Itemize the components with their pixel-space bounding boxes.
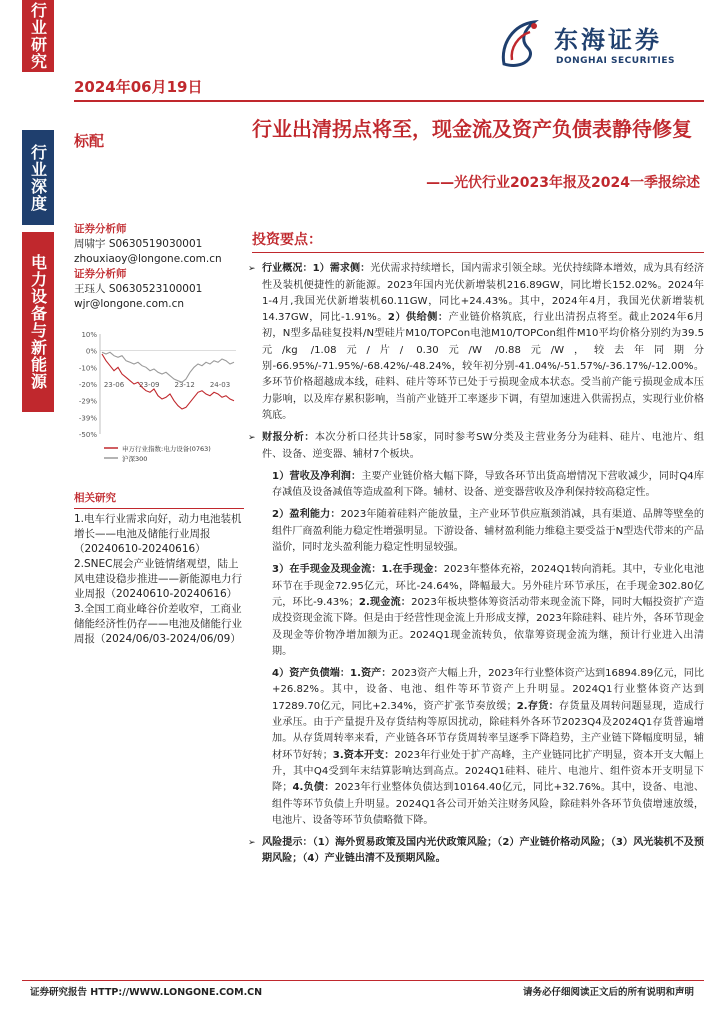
y-tick-label: -20%	[78, 381, 97, 389]
para-label: 2.存货：	[516, 700, 559, 712]
related-research	[74, 491, 244, 647]
y-tick-label: 10%	[81, 331, 97, 339]
para-label: 1）营收及净利润：	[272, 470, 362, 482]
y-tick-label: -39%	[78, 414, 97, 423]
related-item[interactable]: 1.电车行业需求向好，动力电池装机增长——电池及储能行业周报（20240610-20240616）	[74, 513, 242, 555]
para-text: 存货量及周转问题显现，造成行业承压。由于产量提升及存货结构等原因扰动，除硅料外各环节2023Q4及2024Q1存货普遍增加。从存货周转率来看，产业链各环节存货周转率呈逐季下降趋势，主产业链下降幅度明显，辅材环节好转；	[272, 700, 705, 761]
company-logo	[494, 14, 694, 78]
para-text: （1）海外贸易政策及国内光伏政策风险；（2）产业链价格动风险；（3）风光装机不及预期风险；（4）产业链出清不及预期风险。	[262, 837, 705, 865]
analyst-info	[74, 222, 244, 312]
analyst-name: 王珏人 S0630523100001	[74, 283, 203, 295]
paragraph-risk	[252, 835, 704, 868]
y-tick-label: -50%	[78, 431, 97, 439]
para-text: 光伏需求持续增长，国内需求引领全球。光伏持续降本增效，成为具有经济性及装机便捷性的新能源。2023年国内光伏新增装机216.89GW，同比增长152.02%。2024年1-4月,我国光伏新增装机60.11GW，同比+24.43%。其中，2024年4月，我国光伏新增装机14.37GW，同比-1.91%。	[262, 263, 704, 324]
analyst-email[interactable]: wjr@longone.com.cn	[74, 298, 185, 310]
tab-industry-research: 行业研究	[22, 0, 54, 72]
tab-sector: 电力设备与新能源	[22, 232, 54, 412]
para-label: 风险提示：	[262, 837, 313, 849]
para-label: 2）供给侧：	[387, 312, 449, 324]
section-divider	[252, 252, 704, 253]
tab-industry-depth: 行业深度	[22, 130, 54, 225]
analyst-label: 证券分析师	[74, 223, 127, 235]
related-header: 相关研究	[74, 492, 116, 504]
footer-website[interactable]: 证券研究报告 HTTP://WWW.LONGONE.COM.CN	[30, 987, 263, 998]
footer-disclaimer: 请务必仔细阅读正文后的所有说明和声明	[522, 987, 694, 998]
legend-label: 申万行业指数:电力设备(0763)	[122, 445, 211, 453]
legend-label: 沪深300	[122, 455, 148, 463]
related-item[interactable]: 3.全国工商业峰谷价差收窄，工商业储能经济性仍存——电池及储能行业周报（2024/06/03-2024/06/09）	[74, 603, 242, 645]
section-heading: 投资要点：	[252, 232, 322, 248]
para-text: 2023年随着硅料产能放量，主产业环节供应瓶颈消减，具有渠道、品牌等壁垒的组件厂商盈利能力稳定性增强明显。下游设备、辅材盈利能力维稳主要受益于N型迭代带来的产品溢价，同时龙头盈利能力稳定性明显较强。	[272, 509, 704, 554]
analyst-label: 证券分析师	[74, 268, 127, 280]
investment-highlights	[252, 232, 704, 874]
analyst-name: 周啸宇 S0630519030001	[74, 238, 203, 250]
analyst-email[interactable]: zhouxiaoy@longone.com.cn	[74, 253, 222, 265]
para-text: 产业链价格筑底，行业出清拐点将至。截止2024年6月初，N型多晶硅复投料/N型硅片M10/TOPCon电池M10/TOPCon组件M10平均价格分别约为39.5元/kg /1.08元/片/ 0.30元/W /0.88元/W，较去年同期分别-66.95%/-71.95%/-68.42%/-48.24%，较年初分别-41.04%/-51.57%/-36.17%/-12.00%。多环节价格超越成本线，硅料、硅片等环节已处于亏损现金成本状态。受当前产能亏损现金成本压力影响，以及库存累积影响，当前产业链开工率逐步下调，有望加速进入供需拐点，实现行业价格筑底。	[262, 312, 705, 421]
para-text: 2023资产大幅上升，2023年行业整体资产达到16894.89亿元，同比+26.82%。其中，设备、电池、组件等环节资产上升明显。2024Q1行业整体资产达到17289.70亿元，同比+2.34%，资产扩张节奏放缓；	[272, 668, 704, 712]
logo-text-cn: 东海证券	[554, 26, 662, 54]
header-divider	[74, 100, 704, 102]
logo-mark-icon	[494, 14, 550, 76]
report-date: 2024年06月19日	[74, 78, 203, 96]
x-tick-label: 24-03	[209, 381, 231, 389]
para-label: 2）盈利能力：	[272, 509, 341, 521]
performance-chart	[74, 330, 242, 475]
x-tick-label: 23-06	[103, 381, 125, 389]
para-label: 4.负债：	[292, 782, 335, 794]
report-title: 行业出清拐点将至，现金流及资产负债表静待修复	[252, 117, 692, 141]
x-tick-label: 23-12	[174, 381, 195, 389]
paragraph-balance-sheet	[252, 666, 704, 829]
paragraph-cash	[252, 562, 704, 660]
para-text: 2023年整体充裕，2024Q1转向消耗。其中，专业化电池环节在手现金72.95亿元，环比-24.64%，降幅最大。另外硅片环节承压，在手现金302.80亿元，环比-9.43%；	[272, 564, 704, 608]
para-label: 2.现金流：	[358, 596, 412, 608]
x-tick-label: 23-09	[139, 381, 160, 389]
para-text: 2023年板块整体筹资活动带来现金流下降，同时大幅投资扩产造成投资现金流下降。但是由于经营性现金流上升形成支撑，2023年除硅料、硅片外，各环节现金及现金等价物净增加额为正。2024Q1现金流转负，依靠筹资现金流为继，预计行业进入出清期。	[272, 596, 704, 657]
paragraph-revenue	[252, 469, 704, 502]
related-divider	[74, 508, 244, 509]
paragraph-industry-overview	[252, 261, 704, 424]
para-text: 本次分析口径共计58家，同时参考SW分类及主营业务分为硅料、硅片、电池片、组件、设备、逆变器、辅材7个板块。	[262, 432, 704, 460]
para-label: 3）在手现金及现金流：1.在手现金：	[272, 564, 444, 576]
para-label: 财报分析：	[262, 432, 315, 444]
para-label: 行业概况：1）需求侧：	[262, 263, 371, 275]
paragraph-profitability	[252, 507, 704, 556]
report-subtitle: ——光伏行业2023年报及2024一季报综述	[426, 175, 700, 191]
y-tick-label: 0%	[85, 347, 97, 356]
para-label: 4）资产负债端：1.资产：	[272, 668, 392, 680]
y-tick-label: -29%	[78, 397, 97, 406]
industry-rating: 标配	[74, 132, 105, 150]
series-line	[102, 352, 234, 382]
logo-text-en: DONGHAI SECURITIES	[556, 56, 675, 66]
paragraph-financial-analysis	[252, 430, 704, 463]
related-item[interactable]: 2.SNEC展会产业链情绪观望，陆上风电建设稳步推进——新能源电力行业周报（20240610-20240616）	[74, 558, 242, 600]
para-text: 主要产业链价格大幅下降，导致各环节出货高增情况下营收减少，同时Q4库存减值及设备减值等造成盈利下降。辅材、设备、逆变器营收及净利保持较高稳定性。	[272, 470, 704, 499]
y-tick-label: -10%	[78, 364, 97, 373]
para-text: 2023年行业整体负债达到10164.40亿元，同比+32.76%。其中，设备、电池、组件等环节负债上升明显。2024Q1各公司开始关注财务风险，除硅料外各环节负债增速放缓，电池片、设备等环节负债略微下降。	[272, 782, 705, 826]
para-text: 2023年行业处于扩产高峰，主产业链同比扩产明显，资本开支大幅上升，其中Q4受到年末结算影响达到高点。2024Q1硅料、硅片、电池片、组件资本开支明显下降；	[272, 749, 705, 794]
footer-divider	[22, 980, 704, 981]
para-label: 3.资本开支：	[332, 749, 395, 761]
